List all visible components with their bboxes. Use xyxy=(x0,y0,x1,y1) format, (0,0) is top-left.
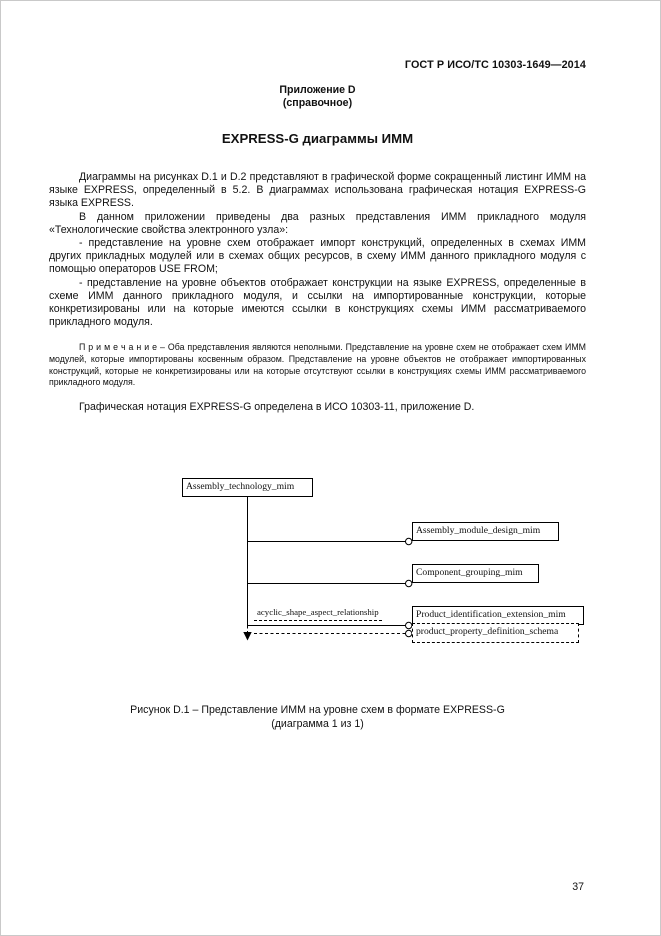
section-title: EXPRESS-G диаграммы ИММ xyxy=(221,131,414,146)
reference-arrow-icon xyxy=(243,632,251,641)
express-g-diagram xyxy=(97,475,566,675)
diagram-box-component-grouping-mim: Component_grouping_mim xyxy=(412,564,539,583)
bullet-entity-level: - представление на уровне объектов отображает конструкции на языке EXPRESS, определенные в схеме ИММ данного прикладного модуля, и ссылки на импортированные конструкции, которые конкретизированы или на которые имеются ссылки в конструкциях схемы ИММ рассматриваемого прикладного модуля. xyxy=(49,276,586,329)
paragraph-intro: Диаграммы на рисунках D.1 и D.2 представляют в графической форме сокращенный листинг ИММ на языке EXPRESS, определенный в 5.2. В диаграммах использована графическая нотация EXPRESS-G языка EXPRESS. xyxy=(49,171,586,210)
standard-header: ГОСТ Р ИСО/ТС 10303-1649—2014 xyxy=(404,59,586,71)
paragraph-notation-ref: Графическая нотация EXPRESS-G определена в ИСО 10303-11, приложение D. xyxy=(79,400,475,413)
bullet-schema-level: - представление на уровне схем отображает импорт конструкций, определенных в схемах ИММ других прикладных модулей или в схемах общих ресурсов, в схему ИММ данного прикладного модуля с помощью операторов USE FROM; xyxy=(49,237,586,276)
note-paragraph: П р и м е ч а н и е – Оба представления являются неполными. Представление на уровне схем не отображает схем ИММ модулей, которые импортированы косвенным образом. Представление на уровне объектов не отображает импортированных конструкций, которые не конкретизированы или на которые отсутствуют ссылки в конструкциях схемы ИММ рассматриваемого прикладного модуля. xyxy=(49,342,586,388)
body-text xyxy=(49,171,586,414)
interface-circle-2 xyxy=(406,580,412,586)
diagram-box-assembly-technology-mim: Assembly_technology_mim xyxy=(182,478,313,497)
page-number: 37 xyxy=(572,881,584,893)
diagram-box-product-identification-extension-mim: Product_identification_extension_mim xyxy=(412,606,584,625)
figure-caption-line2: (диаграмма 1 из 1) xyxy=(271,718,364,731)
interface-circle-1 xyxy=(406,538,412,544)
annex-label: Приложение D xyxy=(279,84,356,96)
interface-circle-3 xyxy=(406,622,412,628)
relationship-label: acyclic_shape_aspect_relationship xyxy=(254,606,382,621)
page-content xyxy=(1,1,660,731)
diagram-box-assembly-module-design-mim: Assembly_module_design_mim xyxy=(412,522,559,541)
figure-caption xyxy=(49,703,586,731)
interface-circle-4 xyxy=(406,630,412,636)
diagram-connectors xyxy=(97,475,636,675)
figure-caption-line1: Рисунок D.1 – Представление ИММ на уровне схем в формате EXPRESS-G xyxy=(130,704,505,717)
paragraph-two-views: В данном приложении приведены два разных представления ИММ прикладного модуля «Технологические свойства электронного узла»: xyxy=(49,210,586,236)
diagram-box-product-property-definition-schema: product_property_definition_schema xyxy=(412,623,579,643)
annex-kind: (справочное) xyxy=(282,96,353,109)
